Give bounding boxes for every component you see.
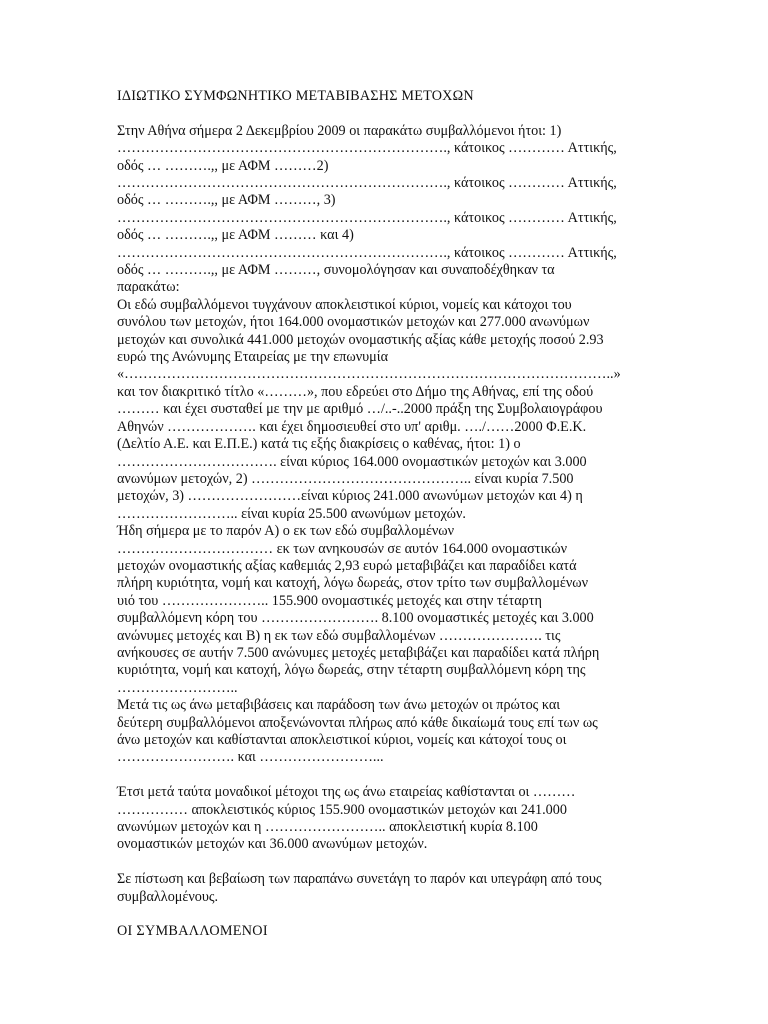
result-paragraph (117, 784, 651, 854)
text-line: οδός … ……….,, με ΑΦΜ ………, συνομολόγησαν και συναποδέχθηκαν τα (117, 262, 555, 279)
text-line: ……………………………………………………………., κάτοικος ………… Αττικής, (117, 175, 617, 192)
text-line: «…………………………………………………………………………………………..» (117, 366, 621, 383)
text-line: μετοχών και συνολικά 441.000 μετοχών ονομαστικής αξίας κάθε μετοχής ποσού 2.93 (117, 331, 604, 348)
closing-paragraph (117, 871, 651, 906)
text-line: πλήρη κυριότητα, νομή και κατοχή, λόγω δωρεάς, στον τρίτο των συμβαλλομένων (117, 575, 589, 592)
text-line: ……………………………………………………………., κάτοικος ………… Αττικής, (117, 244, 617, 261)
text-line: και τον διακριτικό τίτλο «………», που εδρεύει στο Δήμο της Αθήνας, επί της οδού (117, 383, 594, 400)
text-line: οδός … ……….,, με ΑΦΜ ………, 3) (117, 192, 336, 209)
text-line: μετοχών ονομαστικής αξίας καθεμιάς 2,93 ευρώ μεταβιβάζει και παραδίδει κατά (117, 557, 577, 574)
text-line: ……………………………………………………………., κάτοικος ………… Αττικής, (117, 209, 617, 226)
intro-paragraph (117, 123, 651, 767)
text-line: ……………………………………………………………., κάτοικος ………… Αττικής, (117, 140, 617, 157)
text-line: ανωνύμων μετοχών και η …………………….. αποκλειστική κυρία 8.100 (117, 819, 538, 836)
text-line: ……… και έχει συσταθεί με την με αριθμό …/..-..2000 πράξη της Συμβολαιογράφου (117, 401, 603, 418)
text-line: Σε πίστωση και βεβαίωση των παραπάνω συνετάγη το παρόν και υπεγράφη από τους (117, 871, 602, 888)
text-line: συμβαλλόμενη κόρη του ……………………. 8.100 ονομαστικές μετοχές και 3.000 (117, 610, 594, 627)
text-line: οδός … ……….,, με ΑΦΜ ………2) (117, 157, 329, 174)
text-line: Αθηνών ………………. και έχει δημοσιευθεί στο υπ' αριθμ. …./……2000 Φ.Ε.Κ. (117, 418, 587, 435)
signatures-heading: ΟΙ ΣΥΜΒΑΛΛΟΜΕΝΟΙ (117, 923, 268, 940)
text-line: ανωνύμων μετοχών, 2) ……………………………………….. είναι κυρία 7.500 (117, 470, 574, 487)
text-line: άνω μετοχών και καθίστανται αποκλειστικοί κύριοι, νομείς και κάτοχοί τους οι (117, 732, 567, 749)
text-line: …………………………… εκ των ανηκουσών σε αυτόν 164.000 ονομαστικών (117, 540, 568, 557)
text-line: παρακάτω: (117, 279, 180, 296)
text-line: ……………………. και ……………………... (117, 749, 384, 766)
text-line: οδός … ……….,, με ΑΦΜ ……… και 4) (117, 227, 354, 244)
text-line: δεύτερη συμβαλλόμενοι αποξενώνονται πλήρως από κάθε δικαίωμά τους επί των ως (117, 714, 598, 731)
text-line: μετοχών, 3) ……………………είναι κύριος 241.000 ανωνύμων μετοχών και 4) η (117, 488, 583, 505)
text-line: κυριότητα, νομή και κατοχή, λόγω δωρεάς, στην τέταρτη συμβαλλόμενη κόρη της (117, 662, 586, 679)
paragraph-gap (117, 906, 651, 923)
text-line: ονομαστικών μετοχών και 36.000 ανωνύμων μετοχών. (117, 836, 428, 853)
text-line: ……………………………. είναι κύριος 164.000 ονομαστικών μετοχών και 3.000 (117, 453, 587, 470)
text-line: Οι εδώ συμβαλλόμενοι τυγχάνουν αποκλειστικοί κύριοι, νομείς και κάτοχοι του (117, 296, 572, 313)
paragraph-gap (117, 767, 651, 784)
text-line: Έτσι μετά ταύτα μοναδικοί μέτοχοι της ως άνω εταιρείας καθίστανται οι ……… (117, 784, 576, 801)
text-line: ανήκουσες σε αυτήν 7.500 ανώνυμες μετοχές μεταβιβάζει και παραδίδει κατά πλήρη (117, 644, 600, 661)
document-page (117, 88, 651, 941)
paragraph-gap (117, 854, 651, 871)
text-line: …………………….. είναι κυρία 25.500 ανωνύμων μετοχών. (117, 505, 466, 522)
text-line: συνόλου των μετοχών, ήτοι 164.000 ονομαστικών μετοχών και 277.000 ανωνύμων (117, 314, 590, 331)
text-line: ανώνυμες μετοχές και Β) η εκ των εδώ συμβαλλομένων …………………. τις (117, 627, 561, 644)
text-line: Μετά τις ως άνω μεταβιβάσεις και παράδοση των άνω μετοχών οι πρώτος και (117, 697, 561, 714)
text-line: ευρώ της Ανώνυμης Εταιρείας με την επωνυμία (117, 349, 389, 366)
text-line: συμβαλλομένους. (117, 888, 219, 905)
text-line: υιό του ………………….. 155.900 ονομαστικές μετοχές και στην τέταρτη (117, 592, 542, 609)
document-title: ΙΔΙΩΤΙΚΟ ΣΥΜΦΩΝΗΤΙΚΟ ΜΕΤΑΒΙΒΑΣΗΣ ΜΕΤΟΧΩΝ (117, 88, 474, 104)
text-line: (Δελτίο Α.Ε. και Ε.Π.Ε.) κατά τις εξής διακρίσεις ο καθένας, ήτοι: 1) ο (117, 436, 521, 453)
text-line: …………………….. (117, 679, 238, 696)
text-line: Στην Αθήνα σήμερα 2 Δεκεμβρίου 2009 οι παρακάτω συμβαλλόμενοι ήτοι: 1) (117, 122, 562, 139)
text-line: Ήδη σήμερα με το παρόν Α) ο εκ των εδώ συμβαλλομένων (117, 523, 455, 540)
text-line: …………… αποκλειστικός κύριος 155.900 ονομαστικών μετοχών και 241.000 (117, 801, 567, 818)
